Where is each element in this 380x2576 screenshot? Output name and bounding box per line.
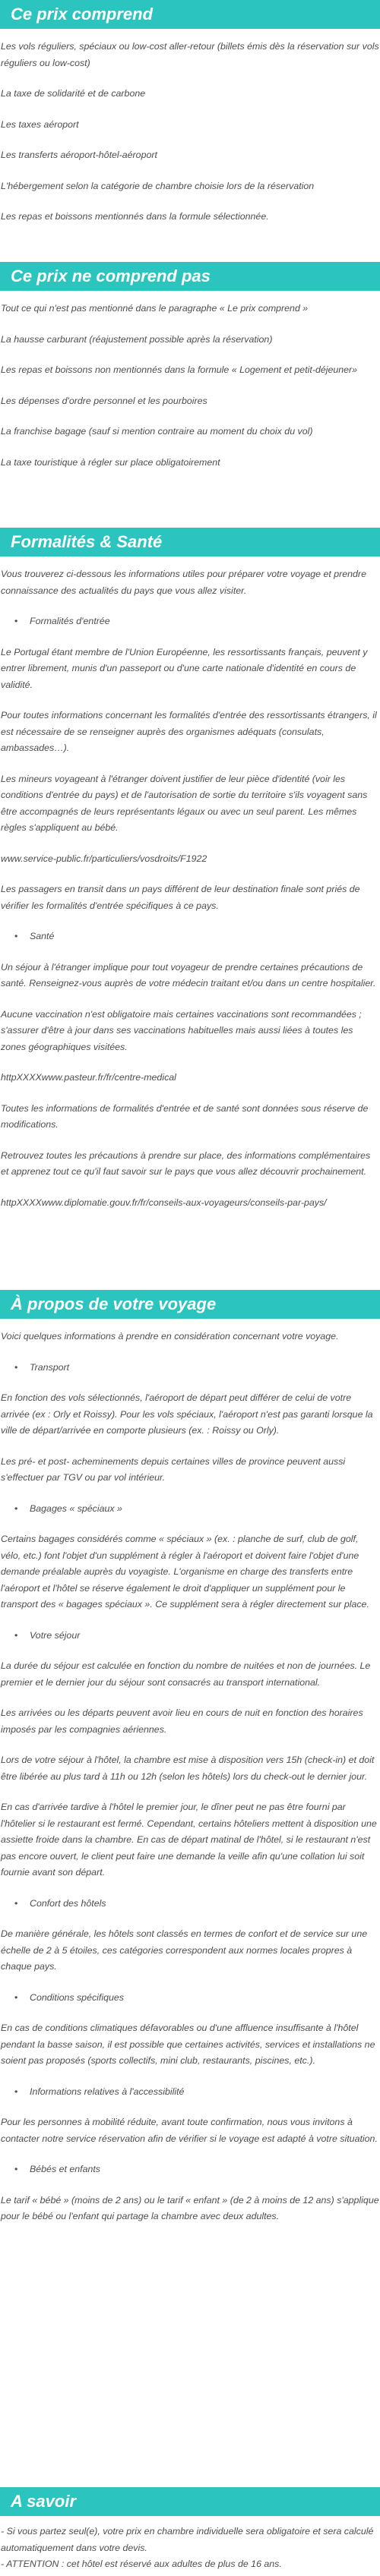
- formalities-transit-paragraph: Les passagers en transit dans un pays différent de leur destination finale sont priés de vérifier les formalités d'entrée spécifiques à ce pays.: [1, 884, 360, 911]
- stay-late-arrival-paragraph: En cas d'arrivée tardive à l'hôtel le premier jour, le dîner peut ne pas être fourni par l'hôtelier si le restaurant est fermé. Cependant, certains hôteliers mettent à disposition une assiette froide dans la chambre. En cas de départ matinal de l'hôtel, si le restaurant n'est pas encore ouvert, le client peut faire une demande la veille afin qu'une collation lui soit fournie avant son départ.: [1, 1802, 377, 1878]
- transport-heading: Transport: [30, 1361, 70, 1373]
- health-more-info-paragraph: Retrouvez toutes les précautions à prendre sur place, des informations complémentaires et apprenez tout ce qu'il faut savoir sur le pays que vous allez découvrir prochainement.: [1, 1149, 371, 1177]
- formalities-foreigners-paragraph: Pour toutes informations concernant les formalités d'entrée des ressortissants étrangers, il est nécessaire de se renseigner auprès des organismes adéquats (consulats, ambassades…).: [1, 710, 377, 753]
- pasteur-link[interactable]: httpXXXXwww.pasteur.fr/fr/centre-medical: [1, 1072, 176, 1083]
- bullet-icon: •: [14, 2086, 18, 2097]
- includes-item-accommodation: L'hébergement selon la catégorie de chambre choisie lors de la réservation: [1, 180, 315, 191]
- about-trip-intro: Voici quelques informations à prendre en considération concernant votre voyage.: [1, 1331, 339, 1342]
- section-price-excludes: [0, 262, 380, 471]
- formalities-intro: Vous trouverez ci-dessous les informations utiles pour préparer votre voyage et prendre connaissance des actualités du pays que vous allez visiter.: [1, 569, 366, 596]
- bullet-icon: •: [14, 931, 18, 941]
- bullet-icon: •: [14, 1991, 18, 2003]
- good-to-know-adults-only: - ATTENTION : cet hôtel est réservé aux adultes de plus de 16 ans.: [1, 2559, 282, 2569]
- list-item: [14, 929, 379, 945]
- includes-item-airport-tax: Les taxes aéroport: [1, 118, 79, 130]
- transport-airports-paragraph: En fonction des vols sélectionnés, l'aéroport de départ peut différer de celui de votre arrivée (ex : Orly et Roissy). Pour les vols spéciaux, l'aéroport n'est pas garanti lorsque la ville de départ/arrivée en comporte plusieurs (ex. : Roissy ou Orly).: [1, 1392, 373, 1436]
- section-price-includes: [0, 0, 380, 225]
- section-about-trip: [0, 1290, 380, 2225]
- babies-children-heading: Bébés et enfants: [30, 2164, 100, 2174]
- list-item: [14, 1896, 379, 1912]
- babies-children-paragraph: Le tarif « bébé » (moins de 2 ans) ou le tarif « enfant » (de 2 à moins de 12 ans) s'applique pour le bébé ou l'enfant qui partage la chambre avec deux adultes.: [1, 2194, 379, 2221]
- section-good-to-know: [0, 2487, 380, 2573]
- includes-item-flights: Les vols réguliers, spéciaux ou low-cost aller-retour (billets émis dès la réservation sur vols réguliers ou low-cost): [1, 41, 379, 68]
- excludes-item-baggage: La franchise bagage (sauf si mention contraire au moment du choix du vol): [1, 426, 313, 437]
- list-item: [14, 1501, 379, 1518]
- section-title-formalities-health: Formalités & Santé: [0, 528, 380, 557]
- health-heading: Santé: [30, 931, 55, 941]
- health-disclaimer-paragraph: Toutes les informations de formalités d'entrée et de santé sont données sous réserve de modifications.: [1, 1102, 369, 1130]
- health-precautions-paragraph: Un séjour à l'étranger implique pour tout voyageur de prendre certaines précautions de santé. Renseignez-vous auprès de votre médecin traitant et/ou dans un centre hospitalier.: [1, 961, 376, 988]
- excludes-item-fuel: La hausse carburant (réajustement possible après la réservation): [1, 333, 273, 345]
- section-title-price-excludes: Ce prix ne comprend pas: [0, 262, 380, 291]
- stay-checkin-paragraph: Lors de votre séjour à l'hôtel, la chambre est mise à disposition vers 15h (check-in) et doit être libérée au plus tard à 11h ou 12h (selon les hôtels) lors du check-out le dernier jour.: [1, 1755, 375, 1782]
- bullet-icon: •: [14, 1361, 18, 1373]
- bullet-icon: •: [14, 1629, 18, 1641]
- stay-heading: Votre séjour: [30, 1629, 81, 1641]
- special-baggage-paragraph: Certains bagages considérés comme « spéciaux » (ex. : planche de surf, club de golf, vélo, etc.) font l'objet d'un supplément à régler à l'aéroport et doivent faire l'objet d'une demande préalable auprès du voyagiste. L'organisme en charge des transferts entre l'aéroport et l'hôtel se réserve également le droit d'appliquer un supplément pour le transport des « bagages spéciaux ». Ce supplément sera à régler directement sur place.: [1, 1534, 369, 1610]
- list-item: [14, 1360, 379, 1376]
- entry-formalities-heading: Formalités d'entrée: [30, 616, 110, 626]
- list-item: [14, 2161, 379, 2178]
- excludes-item-tourist-tax: La taxe touristique à régler sur place obligatoirement: [1, 456, 220, 468]
- excludes-item-meals: Les repas et boissons non mentionnés dans la formule « Logement et petit-déjeuner»: [1, 364, 358, 375]
- special-baggage-heading: Bagages « spéciaux »: [30, 1502, 122, 1514]
- diplomatie-link[interactable]: httpXXXXwww.diplomatie.gouv.fr/fr/conseils-aux-voyageurs/conseils-par-pays/: [1, 1197, 327, 1208]
- hotel-comfort-paragraph: De manière générale, les hôtels sont classés en termes de confort et de service sur une échelle de 2 à 5 étoiles, ces catégories correspondent aux normes locales propres à chaque pays.: [1, 1928, 368, 1972]
- accessibility-paragraph: Pour les personnes à mobilité réduite, avant toute confirmation, nous vous invitons à contacter notre service réservation afin de vérifier si le voyage est adapté à votre situation.: [1, 2117, 378, 2144]
- includes-item-meals: Les repas et boissons mentionnés dans la formule sélectionnée.: [1, 211, 269, 222]
- formalities-eu-paragraph: Le Portugal étant membre de l'Union Européenne, les ressortissants français, peuvent y entrer librement, munis d'un passeport ou d'une carte nationale d'identité en cours de validité.: [1, 646, 368, 690]
- list-item: [14, 1990, 379, 2007]
- health-vaccination-paragraph: Aucune vaccination n'est obligatoire mais certaines vaccinations sont recommandées ; s'assurer d'être à jour dans ses vaccinations habituelles mais aussi liées à toutes les zones géographiques visitées.: [1, 1008, 362, 1052]
- good-to-know-single-room: - Si vous partez seul(e), votre prix en chambre individuelle sera obligatoire et sera calculé automatiquement dans votre devis.: [1, 2526, 374, 2553]
- formalities-minors-paragraph: Les mineurs voyageant à l'étranger doivent justifier de leur pièce d'identité (voir les conditions d'entrée du pays) et de l'autorisation de sortie du territoire s'ils voyagent sans être accompagnés de leurs représentants légaux ou avec un seul parent. Les mêmes règles s'appliquent au bébé.: [1, 773, 368, 833]
- specific-conditions-paragraph: En cas de conditions climatiques défavorables ou d'une affluence insuffisante à l'hôtel pendant la basse saison, il est possible que certaines activités, services et installations ne soient pas proposés (sports collectifs, mini club, restaurants, piscines, etc.).: [1, 2023, 375, 2066]
- includes-item-transfers: Les transferts aéroport-hôtel-aéroport: [1, 150, 157, 160]
- accessibility-heading: Informations relatives à l'accessibilité: [30, 2086, 185, 2097]
- hotel-comfort-heading: Confort des hôtels: [30, 1897, 106, 1909]
- list-item: [14, 2084, 379, 2101]
- list-item: [14, 1628, 379, 1644]
- excludes-item-not-mentioned: Tout ce qui n'est pas mentionné dans le paragraphe « Le prix comprend »: [1, 303, 309, 314]
- specific-conditions-heading: Conditions spécifiques: [30, 1991, 124, 2003]
- bullet-icon: •: [14, 2164, 18, 2174]
- section-title-price-includes: Ce prix comprend: [0, 0, 380, 29]
- bullet-icon: •: [14, 616, 18, 626]
- list-item: [14, 613, 379, 630]
- bullet-icon: •: [14, 1502, 18, 1514]
- excludes-item-personal-expenses: Les dépenses d'ordre personnel et les pourboires: [1, 395, 207, 406]
- includes-item-solidarity-tax: La taxe de solidarité et de carbone: [1, 88, 146, 99]
- stay-duration-paragraph: La durée du séjour est calculée en fonction du nombre de nuitées et non de journées. Le premier et le dernier jour du séjour sont consacrés au transport international.: [1, 1660, 371, 1688]
- section-title-good-to-know: A savoir: [0, 2487, 380, 2516]
- service-public-link[interactable]: www.service-public.fr/particuliers/vosdroits/F1922: [1, 853, 207, 864]
- section-title-about-trip: À propos de votre voyage: [0, 1290, 380, 1319]
- bullet-icon: •: [14, 1897, 18, 1909]
- transport-pre-post-paragraph: Les pré- et post- acheminements depuis certaines villes de province peuvent aussi s'effectuer par TGV ou par vol intérieur.: [1, 1455, 346, 1483]
- section-formalities-health: [0, 528, 380, 1211]
- stay-night-arrivals-paragraph: Les arrivées ou les départs peuvent avoir lieu en cours de nuit en fonction des horaires imposés par les compagnies aériennes.: [1, 1707, 363, 1735]
